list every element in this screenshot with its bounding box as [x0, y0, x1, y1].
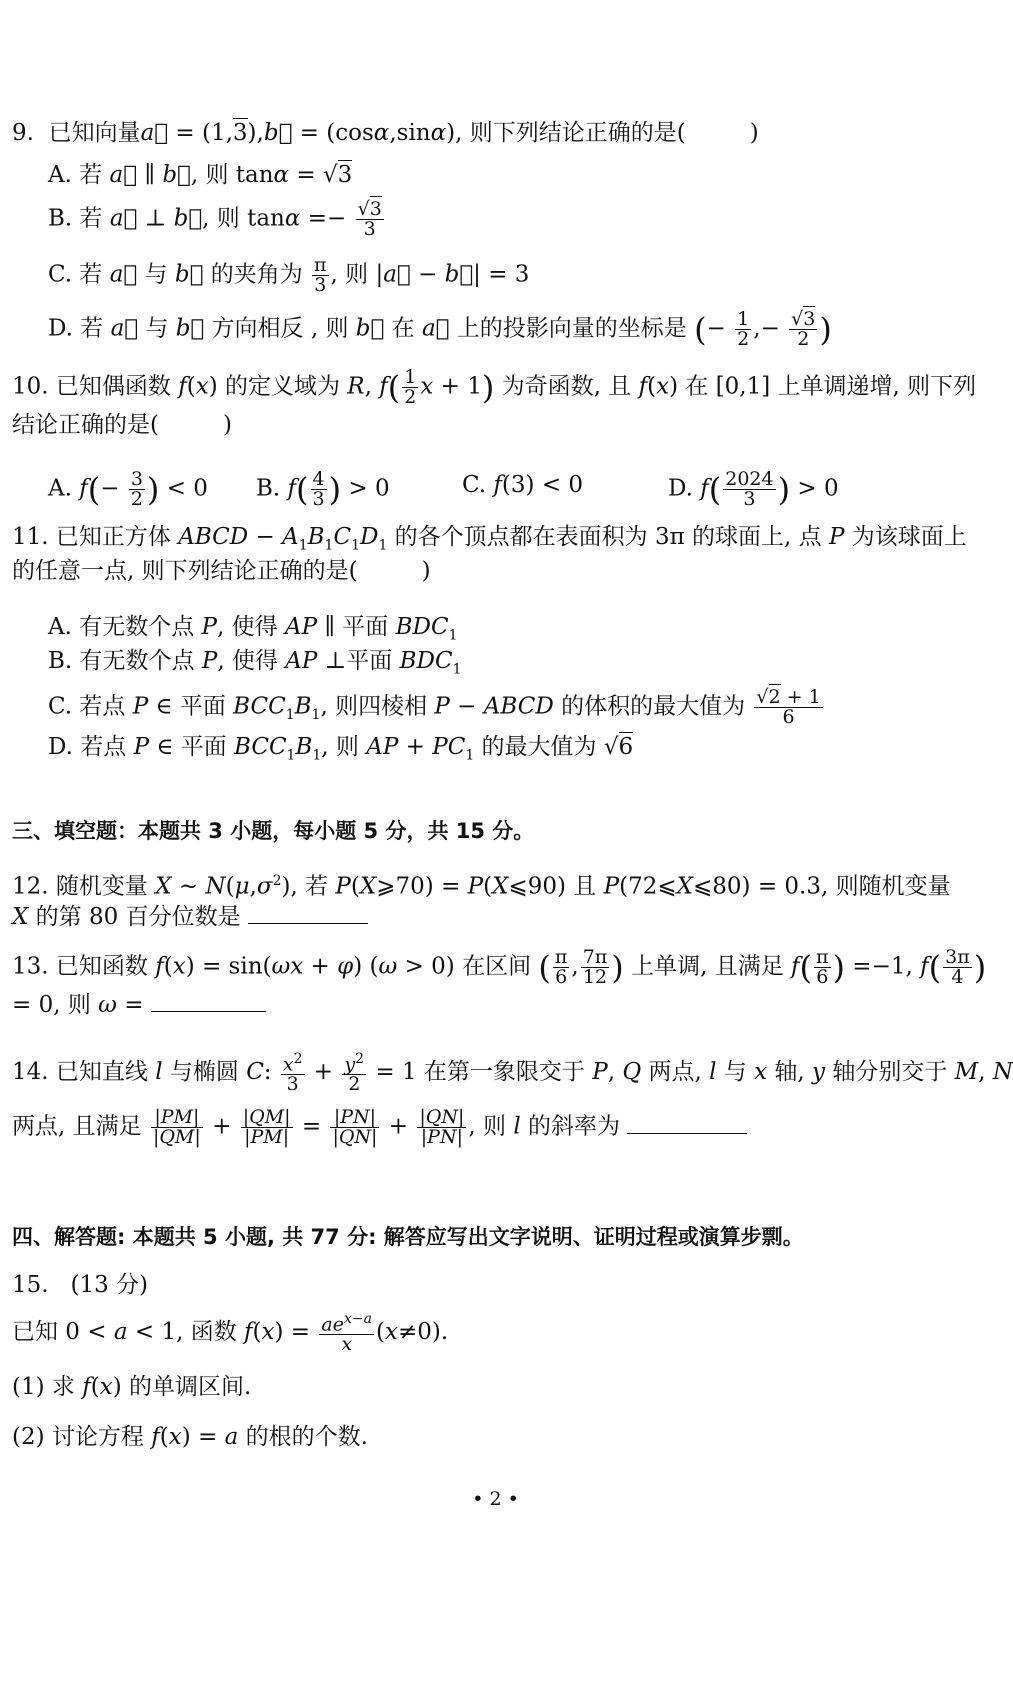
section-3-heading: 三、填空题：本题共 3 小题，每小题 5 分，共 15 分。	[12, 819, 535, 843]
section-4-heading: 四、解答题: 本题共 5 小题, 共 77 分: 解答应写出文字说明、证明过程或演算步剽。	[12, 1225, 804, 1249]
q13-line2: = 0, 则 ω =	[12, 990, 266, 1020]
q11-option-a: A. 有无数个点 P, 使得 AP ∥ 平面 $BDC_1$	[48, 614, 458, 644]
q10-option-d: D. f( $\frac{2024}{3}$ ) > 0	[668, 468, 839, 510]
q15-part1: (1) 求 f(x) 的单调区间.	[12, 1374, 252, 1400]
q15-header: 15. (13 分)	[12, 1272, 149, 1298]
q15-given: 已知 0 < a < 1, 函数 f(x) = $\frac{ae^{x-a}}{x}$ (x≠0).	[12, 1311, 449, 1356]
q14-answer-blank[interactable]	[627, 1113, 747, 1134]
q10-option-c: C. f(3) < 0	[462, 472, 584, 498]
q9-stem: 9. 已知向量a⃗ = (1,3),b⃗ = (cosα,sinα), 则下列结论正确的是( )	[12, 120, 759, 146]
q10-option-a: A. f(− $\frac{3}{2}$ ) < 0	[48, 468, 208, 510]
q11-line1: 11. 已知正方体 ABCD − $A_1B_1C_1D_1$ 的各个顶点都在表面积为 3π 的球面上, 点 P 为该球面上	[12, 524, 967, 554]
q12-line1: 12. 随机变量 X ∼ $N(\mu,\sigma^2)$, 若 P(X⩾70) = P(X⩽90) 且 P(72⩽X⩽80) = 0.3, 则随机变量	[12, 873, 951, 900]
q10-option-b: B. f( $\frac{4}{3}$ ) > 0	[256, 468, 390, 510]
page-number: • 2 •	[472, 1488, 519, 1510]
q12-line2: X 的第 80 百分位数是	[12, 902, 368, 932]
q9-stem-prefix: 9. 已知向量	[12, 120, 141, 146]
q9-option-c: C. 若 a⃗ 与 b⃗ 的夹角为 $\frac{\pi}{3}$ , 则 |a⃗ − b⃗| = 3	[48, 254, 530, 296]
q11-option-d: D. 若点 P ∈ 平面 $BCC_1B_1$, 则 AP + $PC_1$ 的最大值为 √6	[48, 734, 634, 764]
q9-option-b: B. 若 a⃗ ⊥ b⃗, 则 tanα =− $\frac{√3}{3}$	[48, 198, 382, 240]
q9-option-d: D. 若 a⃗ 与 b⃗ 方向相反 , 则 b⃗ 在 a⃗ 上的投影向量的坐标是 (− $\frac{1}{2}$ ,− $\frac{√3}{2}$ )	[48, 308, 832, 350]
q11-option-c: C. 若点 P ∈ 平面 $BCC_1B_1$, 则四棱相 P − ABCD 的体积的最大值为 $\frac{√2 + 1}{6}$	[48, 686, 821, 728]
q13-answer-blank[interactable]	[151, 991, 266, 1012]
q10-line1: 10. 已知偶函数 f(x) 的定义域为 R, f( $\frac{1}{2}$ x + 1) 为奇函数, 且 f(x) 在 [0,1] 上单调递增, 则下列	[12, 366, 977, 408]
q11-line2: 的任意一点, 则下列结论正确的是( )	[12, 558, 431, 584]
q9-option-a: A. 若 a⃗ ∥ b⃗, 则 tanα = √3	[48, 162, 353, 188]
q10-line2: 结论正确的是( )	[12, 412, 232, 438]
q14-line2: 两点, 且满足 $\frac{|PM|}{|QM|}$ + $\frac{|QM|}{|PM|}$ = $\frac{|PN|}{|QN|}$ + $\frac{|QN|}{|PN|}$ , 则 l 的斜率为	[12, 1108, 747, 1147]
q9-stem-suffix: 则下列结论正确的是(	[469, 120, 686, 146]
q14-line1: 14. 已知直线 l 与椭圆 C: $\frac{x^2}{3}$ + $\frac{y^2}{2}$ = 1 在第一象限交于 P, Q 两点, l 与 x 轴, y 轴分别交于 M, N	[12, 1051, 1013, 1096]
q13-line1: 13. 已知函数 f(x) = sin(ωx + φ) (ω > 0) 在区间 ( $\frac{\pi}{6}$ , $\frac{7\pi}{12}$ ) 上单调, 且满足 f( $\frac{\pi}{6}$ ) =−1, f( $\frac{3\pi}{4}$ )	[12, 946, 987, 988]
q15-part2: (2) 讨论方程 f(x) = a 的根的个数.	[12, 1424, 368, 1450]
q11-option-b: B. 有无数个点 P, 使得 AP ⊥平面 $BDC_1$	[48, 648, 462, 678]
q12-answer-blank[interactable]	[248, 903, 368, 924]
